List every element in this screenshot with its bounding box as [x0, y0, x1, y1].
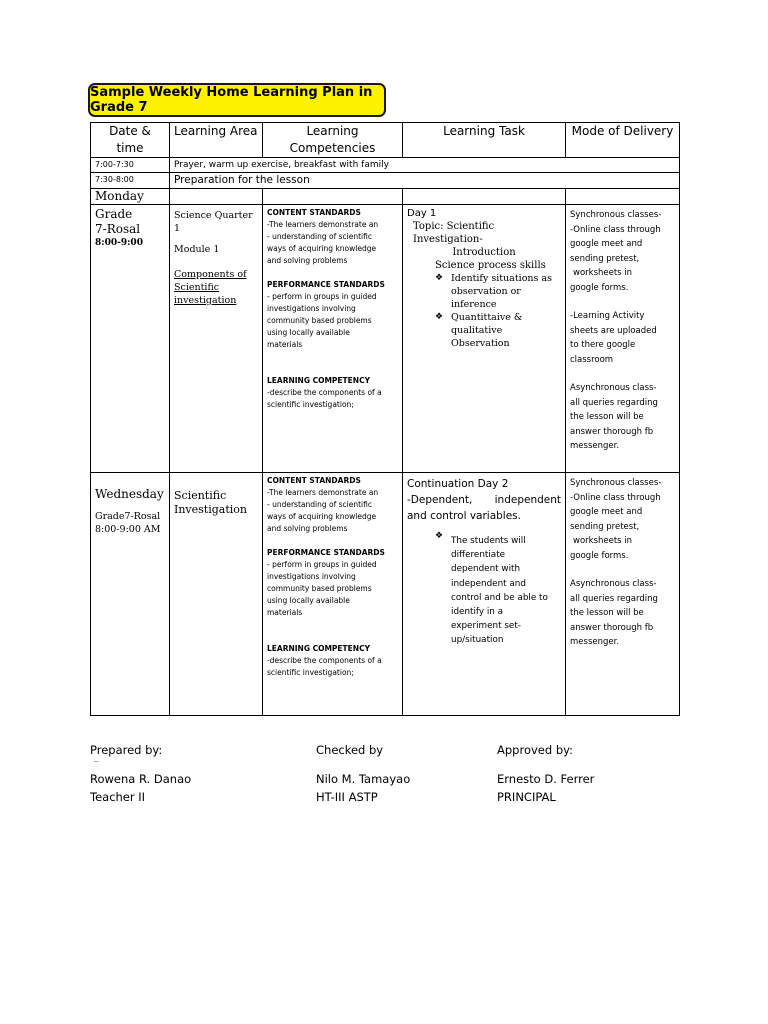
mode-line: classroom [570, 354, 614, 365]
lc-line: scientific investigation; [267, 668, 354, 677]
wednesday-competencies-cell [263, 473, 403, 716]
checked-by-label: Checked by [316, 743, 384, 757]
task-bullets [407, 530, 561, 648]
area-module: Module 1 [174, 244, 220, 255]
bullet-text: Identify situations as [451, 273, 552, 284]
mode-line: answer thorough fb [570, 426, 654, 437]
mode-line: sending pretest, [570, 253, 640, 264]
approved-by-name-block [497, 770, 594, 806]
approved-by-label: Approved by: [497, 743, 573, 757]
schedule-time: 7:00-7:30 [91, 158, 170, 173]
area-topic: Investigation [174, 503, 247, 516]
lc-line: -describe the components of a [267, 656, 382, 665]
bullet-text: inference [451, 299, 497, 310]
approved-by-title: PRINCIPAL [497, 790, 556, 804]
monday-area-cell [170, 205, 263, 473]
lc-line: -describe the components of a [267, 388, 382, 397]
time-label: 8:00-9:00 AM [95, 524, 161, 535]
prepared-by-label: Prepared by: [90, 743, 163, 757]
wednesday-mode-cell [566, 473, 680, 716]
monday-row [91, 205, 680, 473]
content-line: -The learners demonstrate an [267, 488, 379, 497]
mode-line: -Online class through [570, 224, 661, 235]
task-text: independent [494, 494, 561, 506]
bullet-text: observation or [451, 286, 521, 297]
header-competencies: Learning Competencies [263, 123, 403, 158]
task-day: Day 1 [407, 208, 437, 219]
header-row [91, 123, 680, 158]
content-standards-heading: CONTENT STANDARDS [267, 476, 361, 485]
approved-by-name: Ernesto D. Ferrer [497, 772, 595, 786]
wednesday-task-cell [403, 473, 566, 716]
mode-line: all queries regarding [570, 397, 658, 408]
bullet-text: independent and [451, 578, 526, 589]
monday-date-cell [91, 205, 170, 473]
checked-by-title: HT-III ASTP [316, 790, 378, 804]
mode-line: Synchronous classes- [570, 210, 662, 220]
wednesday-row [91, 473, 680, 716]
task-skills: Science process skills [435, 260, 546, 271]
mode-line: worksheets in [573, 268, 633, 278]
task-bullet [427, 530, 561, 648]
mode-line: google meet and [570, 239, 643, 249]
task-day: Continuation Day 2 [407, 478, 509, 490]
mode-line: worksheets in [573, 536, 633, 546]
monday-task-cell [403, 205, 566, 473]
grade-label: Grade7-Rosal [95, 511, 161, 522]
mode-line: google forms. [570, 550, 629, 561]
area-topic: Scientific [174, 489, 227, 502]
schedule-time: 7:30-8:00 [91, 173, 170, 189]
prepared-by-block [90, 741, 162, 759]
approved-by-block [497, 741, 573, 759]
task-intro: Introduction [452, 247, 516, 258]
learning-plan-table [90, 122, 680, 716]
mode-line: google forms. [570, 282, 629, 293]
learning-competency-heading: LEARNING COMPETENCY [267, 644, 371, 653]
perf-line: community based problems [267, 316, 372, 325]
perf-line: investigations involving [267, 572, 356, 581]
perf-line: - perform in groups in guided [267, 292, 377, 301]
monday-mode-cell [566, 205, 680, 473]
day-row [91, 189, 680, 205]
document-title: Sample Weekly Home Learning Plan in Grade 7 [88, 83, 386, 117]
checked-by-block [316, 741, 383, 759]
mode-line: -Online class through [570, 492, 661, 503]
header-area: Learning Area [170, 123, 263, 158]
mode-line: all queries regarding [570, 593, 658, 604]
content-line: - understanding of scientific [267, 500, 372, 509]
bullet-text: Observation [451, 338, 510, 349]
task-text: -Dependent, [407, 494, 473, 506]
content-line: and solving problems [267, 524, 348, 533]
mode-line: -Learning Activity [570, 311, 645, 321]
mode-line: messenger. [570, 637, 620, 647]
day-label-monday: Monday [91, 189, 170, 205]
mode-line: to there google [570, 340, 636, 350]
content-line: ways of acquiring knowledge [267, 244, 377, 253]
diamond-bullet-icon: ❖ [434, 273, 444, 283]
schedule-row [91, 173, 680, 189]
content-line: ways of acquiring knowledge [267, 512, 377, 521]
content-standards-heading: CONTENT STANDARDS [267, 208, 361, 217]
task-bullet [427, 272, 561, 311]
lc-line: scientific investigation; [267, 400, 354, 409]
checked-by-name: Nilo M. Tamayao [316, 772, 411, 786]
area-quarter: Science Quarter 1 [174, 210, 253, 234]
bullet-text: experiment set- [451, 621, 521, 632]
bullet-text: control and be able to [451, 592, 548, 603]
bullet-text: qualitative [451, 325, 503, 336]
grade-label: Grade [95, 207, 133, 221]
wednesday-date-cell [91, 473, 170, 716]
checked-by-name-block [316, 770, 410, 806]
mode-line: Synchronous classes- [570, 478, 662, 488]
perf-line: materials [267, 608, 303, 617]
prepared-by-title: Teacher II [90, 790, 146, 804]
time-label: 8:00-9:00 [95, 238, 143, 248]
task-variables [407, 492, 561, 508]
perf-line: community based problems [267, 584, 372, 593]
bullet-text: differentiate [451, 550, 506, 561]
mode-line: google meet and [570, 507, 643, 517]
header-date: Date & time [91, 123, 170, 158]
area-topic: investigation [174, 295, 237, 306]
perf-line: using locally available [267, 328, 350, 337]
area-topic: Scientific [174, 282, 220, 293]
day-label-wednesday: Wednesday [95, 487, 164, 501]
mode-line: the lesson will be [570, 412, 644, 422]
task-text: and control variables. [407, 510, 521, 522]
prepared-by-name-block [90, 770, 191, 806]
schedule-activity: Prayer, warm up exercise, breakfast with family [170, 158, 680, 173]
mode-line: answer thorough fb [570, 622, 654, 633]
task-bullets [407, 272, 561, 350]
diamond-bullet-icon: ❖ [434, 312, 444, 322]
learning-competency-heading: LEARNING COMPETENCY [267, 376, 371, 385]
bullet-text: up/situation [451, 635, 504, 646]
header-task: Learning Task [403, 123, 566, 158]
section-label: 7-Rosal [95, 222, 141, 236]
perf-line: - perform in groups in guided [267, 560, 377, 569]
bullet-text: The students will [451, 536, 526, 546]
mode-line: the lesson will be [570, 608, 644, 618]
perf-line: materials [267, 340, 303, 349]
content-line: - understanding of scientific [267, 232, 372, 241]
mode-line: Asynchronous class- [570, 383, 657, 393]
perf-line: using locally available [267, 596, 350, 605]
bullet-text: Quantittaive & [451, 312, 523, 323]
performance-standards-heading: PERFORMANCE STANDARDS [267, 548, 385, 557]
task-bullet [427, 311, 561, 350]
header-mode: Mode of Delivery [566, 123, 680, 158]
task-topic: Topic: Scientific Investigation- [413, 221, 495, 245]
content-line: and solving problems [267, 256, 348, 265]
diamond-bullet-icon: ❖ [434, 531, 444, 541]
mode-line: sending pretest, [570, 521, 640, 532]
signature-mark: ~ [93, 757, 100, 766]
monday-competencies-cell [263, 205, 403, 473]
schedule-row [91, 158, 680, 173]
performance-standards-heading: PERFORMANCE STANDARDS [267, 280, 385, 289]
wednesday-area-cell [170, 473, 263, 716]
bullet-text: identify in a [451, 607, 504, 618]
schedule-activity: Preparation for the lesson [170, 173, 680, 189]
area-topic: Components of [174, 269, 247, 280]
content-line: -The learners demonstrate an [267, 220, 379, 229]
bullet-text: dependent with [451, 564, 521, 575]
prepared-by-name: Rowena R. Danao [90, 772, 192, 786]
mode-line: messenger. [570, 441, 620, 451]
perf-line: investigations involving [267, 304, 356, 313]
mode-line: Asynchronous class- [570, 579, 657, 589]
mode-line: sheets are uploaded [570, 325, 657, 336]
